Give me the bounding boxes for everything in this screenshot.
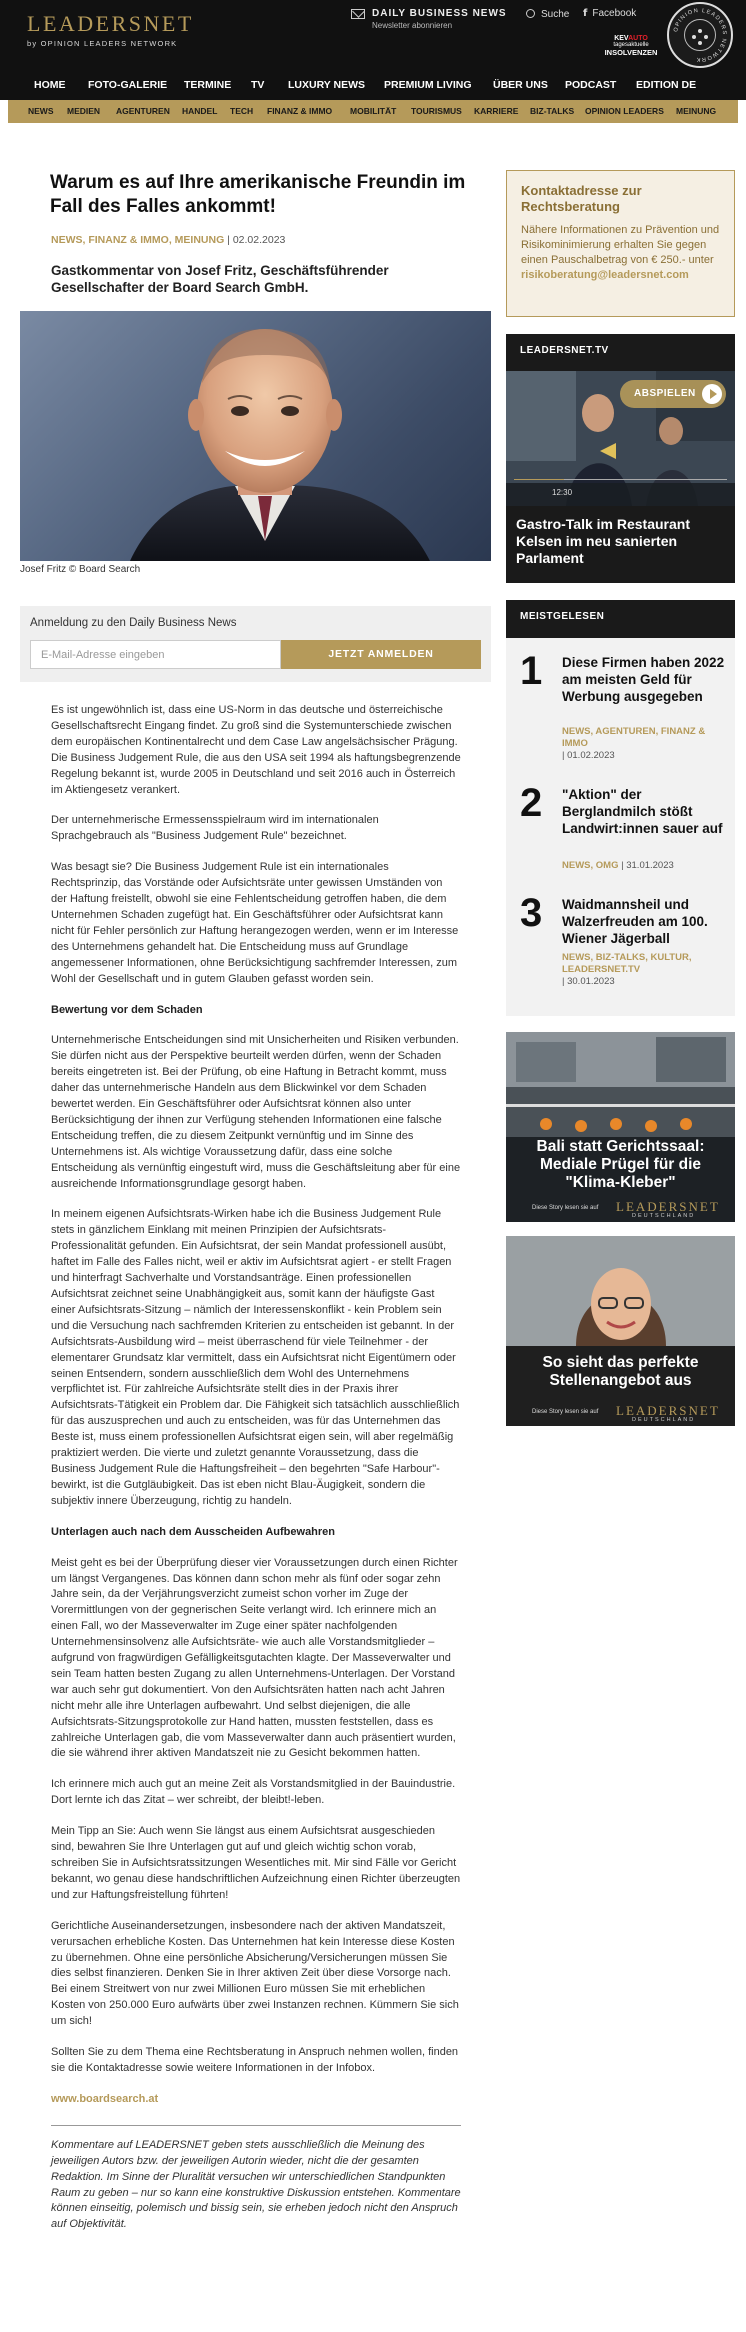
most-read-date: 31.01.2023	[626, 860, 674, 871]
woman-portrait-image	[506, 1236, 735, 1426]
street-protest-image	[506, 1032, 735, 1222]
most-read-title: Diese Firmen haben 2022 am meisten Geld für Werbung ausgegeben	[562, 655, 725, 704]
main-navigation	[0, 69, 746, 100]
leadersnet-tv-widget	[506, 334, 735, 583]
article-date: 02.02.2023	[232, 234, 286, 246]
facebook-icon: f	[583, 8, 588, 19]
most-read-date: 01.02.2023	[567, 750, 615, 761]
kev-subline: tagesaktuelle	[613, 42, 649, 48]
article-paragraph: Sollten Sie zu dem Thema eine Rechtsberatung in Anspruch nehmen wollen, finden sie die Kontaktadresse sowie weitere Informationen in der Infobox.	[51, 2046, 459, 2074]
site-logo[interactable]	[27, 12, 194, 48]
article-paragraph: Meist geht es bei der Überprüfung dieser vier Voraussetzungen durch einen Richter um längst Vergangenes. Das können dann schon mehr als fünf oder sogar zehn Jahre sein, da der Verjährungsverzicht zumeist schon vorher im Zuge der Vorermittlungen von der gegnerischen Seite verlangt wird. Ich erinnere mich an einen Fall, wo der Masseverwalter im Zuge einer später nachfolgenden Unternehmensinsolvenz alle Aufsichtsräte- wie auch alle Vorstandsmitglieder – aufgrund von fragwürdigen Gefälligkeitsgutachten klagte. Der Masseverwalter und sein Team hatten besten Zugang zu allen Unternehmens-Unterlagen. Der Vorstand war auch sehr gut dokumentiert. Von den Aufsichtsräten hatten nach acht Jahren nicht mehr alle ihre Unterlagen aufbewahrt. Und selbst diejenigen, die alle Aufsichtsrats-Sitzungsprotokolle zur Hand hatten, mussten feststellen, dass es zahlreiche Unterlagen gab, die vom Masseverwalter dann auch präsentiert wurden, die sie während ihrer aktiven Mandatszeit nie zu Gesicht bekommen hatten.	[51, 1556, 458, 1760]
subnav-biz-talks[interactable]: BIZ-TALKS	[530, 106, 575, 116]
kev-insolvency-badge[interactable]	[601, 35, 661, 56]
subnav-tech[interactable]: TECH	[230, 106, 254, 116]
nav-luxury-news[interactable]: LUXURY NEWS	[288, 79, 366, 91]
mail-icon	[351, 9, 365, 19]
subnav-opinion-leaders[interactable]: OPINION LEADERS	[585, 106, 664, 116]
nav-podcast[interactable]: PODCAST	[565, 79, 617, 91]
contact-email-link[interactable]: risikoberatung@leadersnet.com	[521, 269, 689, 281]
subnav-news[interactable]: NEWS	[28, 106, 54, 116]
contact-infobox-title: Kontaktadresse zur Rechtsberatung	[521, 183, 642, 214]
newsletter-title: DAILY BUSINESS NEWS	[372, 8, 507, 19]
kev-accent: AUTO	[628, 35, 648, 42]
most-read-categories: NEWS, BIZ-TALKS, KULTUR, LEADERSNET.TV	[562, 952, 692, 975]
promo-teaser-title: Bali statt Gerichtssaal: Mediale Prügel für die "Klima-Kleber"	[536, 1138, 705, 1191]
portrait-illustration	[20, 311, 491, 561]
subnav-mobilitaet[interactable]: MOBILITÄT	[350, 106, 397, 116]
article-paragraph: In meinem eigenen Aufsichtsrats-Wirken habe ich die Business Judgement Rule stets in gänzlichem Einklang mit meinen Prinzipien der Aufsichtsrats-Professionalität gefunden. Ein Aufsichtsrat, der sein Mandat professionell ausübt, haftet im Falle des Falles nicht, weil er aktiv im Aufsichtsrat agiert - er stellt Fragen und hinterfragt Sachverhalte und Vorstandsanträge. Einen professionellen Aufsichtsrat zeichnet seine Unabhängigkeit aus, somit kann der häufigste Gast einer Aufsichtsrats-Sitzung – nämlich der Interessenskonflikt - kein Problem sein und die Versuchung nach sachfremden Kriterien zu entscheiden ist gebannt. In der Aufsichtsrats-Ausbildung wird – meist überraschend für viele Teilnehmer - der elementarer Grundsatz klar vermittelt, dass ein Aufsichtsrat nicht Eigentümern oder seinen Entsendern, sondern ausschließlich dem Wohl des Unternehmens verpflichtet ist. Für zahlreiche Aufsichtsräte stellt dies in der Praxis ihrer Aufsichtsrats-Tätigkeit ein Problem dar. Die Fähigkeit sich tatsächlich ausschließlich für das auszusprechen und auch zu entscheiden, was für das Unternehmen das Beste ist, muss einem professionellen Aufsichtsrat eigen sein, will aber regelmäßig praktiziert werden. Die vierte und zuletzt genannte Voraussetzung, dass die Business Judgement Rule die Haftungsfreiheit – den begehrten "Safe Harbour"- bewirkt, ist die Gutgläubigkeit. Das ist eben nicht Blau-Äugigkeit, sondern die subjektiv innere Überzeugung, richtig zu handeln.	[51, 1208, 460, 1507]
nav-termine[interactable]: TERMINE	[184, 79, 232, 91]
article-subheading: Unterlagen auch nach dem Ausscheiden Aufbewahren	[51, 1525, 336, 1538]
subnav-agenturen[interactable]: AGENTUREN	[116, 106, 170, 116]
most-read-categories: NEWS, OMG	[562, 860, 619, 871]
subnav-medien[interactable]: MEDIEN	[67, 106, 101, 116]
article-categories[interactable]: NEWS, FINANZ & IMMO, MEINUNG	[51, 234, 225, 246]
promo-teaser-title: So sieht das perfekte Stellenangebot aus	[542, 1354, 699, 1389]
newsletter-email-input[interactable]	[30, 640, 281, 669]
tv-clock-text: 12:30	[552, 488, 573, 497]
most-read-widget: MEISTGELESEN 1 Diese Firmen haben 2022 am meisten Geld für Werbung ausgegeben NEWS, AGENTUREN, FINANZ & IMMO | 01.02.2023 2 "Aktion" der Berglandmilch stößt Landwirt:innen sauer auf NEWS, OMG | 31.01.2023 3 Waidmannsheil und Walzerfreuden am 100. Wiener Jägerball NEWS, BIZ-TALKS, KULTUR, LEADERSNET.TV | 30.01.2023	[506, 600, 735, 1016]
nav-ueber-uns[interactable]: ÜBER UNS	[493, 79, 548, 91]
promo-brand-logo: LEADERSNET	[616, 1199, 720, 1214]
promo-brand-country: DEUTSCHLAND	[632, 1213, 696, 1219]
search-button[interactable]	[526, 8, 569, 20]
kev-label: KEV	[614, 35, 629, 42]
facebook-link[interactable]	[583, 8, 636, 19]
facebook-label: Facebook	[592, 8, 637, 19]
tv-video-title[interactable]: Gastro-Talk im Restaurant Kelsen im neu sanierten Parlament	[516, 516, 691, 566]
opinion-leaders-network-seal	[667, 2, 733, 68]
search-label: Suche	[541, 9, 570, 20]
article-paragraph: Es ist ungewöhnlich ist, dass eine US-Norm in das deutsche und österreichische Gesellschaftsrecht Eingang findet. Zu groß sind die Systemunterschiede zwischen dem europäischen Kontinentalrecht und dem Case Law angelsächsischer Prägung. Die Business Judgement Rule, die aus den USA seit 1994 als haftungsbegrenzende Regelung bekannt ist, wurde 2005 in Deutschland und seit 2016 auch in Österreich im Aktiengesetz verankert.	[51, 704, 461, 796]
promo-brand-country: DEUTSCHLAND	[632, 1417, 696, 1423]
subnav-meinung[interactable]: MEINUNG	[676, 106, 717, 116]
play-icon	[702, 384, 722, 404]
nav-premium-living[interactable]: PREMIUM LIVING	[384, 79, 472, 91]
article-paragraph: Was besagt sie? Die Business Judgement Rule ist ein internationales Rechtsprinzip, das Vorstände oder Aufsichtsräte unter gewissen Umständen von der Haftung freistellt, obwohl sie eine Fehlentscheidung getroffen haben, die dem Unternehmen Schaden zugefügt hat. Ein Geschäftsführer oder Aufsichtsrat kann nicht für Fehler persönlich zur Haftung herangezogen werden, wenn er im Interesse des Unternehmens gehandelt hat. Die Entscheidung muss auf Grundlage angemessener Informationen, ohne Berücksichtigung sachfremder Interessen, zum Wohl der Gesellschaft und in gutem Glauben gefasst worden sein.	[51, 861, 459, 985]
contact-infobox	[506, 170, 735, 317]
article-subheading: Bewertung vor dem Schaden	[51, 1003, 203, 1016]
most-read-categories: NEWS, AGENTUREN, FINANZ & IMMO	[562, 726, 706, 749]
image-caption: Josef Fritz © Board Search	[20, 564, 141, 575]
most-read-rank: 2	[520, 781, 543, 825]
nav-edition-de[interactable]: EDITION DE	[636, 79, 697, 91]
svg-text:OPINION LEADERS NETWORK: OPINION LEADERS NETWORK	[673, 7, 728, 63]
nav-tv[interactable]: TV	[251, 79, 265, 91]
top-header	[0, 0, 746, 69]
article-paragraph: Der unternehmerische Ermessensspielraum wird im internationalen Sprachgebrauch als "Business Judgement Rule" bezeichnet.	[51, 814, 379, 843]
search-icon	[526, 9, 535, 18]
promo-teaser-klima-kleber[interactable]	[506, 1032, 735, 1222]
article-portrait-photo	[20, 311, 491, 561]
logo-wordmark: LEADERSNET	[27, 11, 194, 36]
newsletter-submit-button[interactable]: JETZT ANMELDEN	[281, 640, 481, 669]
newsletter-signup-box	[20, 606, 491, 682]
newsletter-subtitle: Newsletter abonnieren	[372, 21, 453, 30]
subnav-handel[interactable]: HANDEL	[182, 106, 218, 116]
most-read-title: "Aktion" der Berglandmilch stößt Landwirt:innen sauer auf	[562, 787, 723, 836]
logo-tagline: by OPINION LEADERS NETWORK	[27, 39, 178, 48]
nav-home[interactable]: HOME	[34, 79, 66, 91]
divider	[51, 2125, 461, 2126]
article-paragraph: Gerichtliche Auseinandersetzungen, insbesondere nach der aktiven Mandatszeit, verursachen erhebliche Kosten. Das Unternehmen hat kein Interesse diese Kosten zu übernehmen. Ohne eine persönliche Absicherung/Versicherungen müssen Sie dies selbst finanzieren. Denken Sie in Ihrer aktiven Zeit über diese Vorsorge nach. Bei einem Streitwert von nur zwei Millionen Euro müssen Sie mit erheblichen Kosten von 250.000 Euro aufwärts über zwei Instanzen rechnen. Kümmern Sie sich um sich!	[51, 1919, 459, 2028]
tv-play-label: ABSPIELEN	[634, 388, 696, 399]
tv-video-thumbnail[interactable]	[506, 371, 735, 506]
article-paragraph: Ich erinnere mich auch gut an meine Zeit als Vorstandsmitglied in der Bauindustrie. Dort lernte ich das Zitat – wer schreibt, der bleibt!-leben.	[51, 1778, 456, 1807]
article-paragraph: Mein Tipp an Sie: Auch wenn Sie längst aus einem Aufsichtsrat ausgeschieden sind, bewahren Sie Ihre Unterlagen gut auf und gleich wichtig schon vorab, schreiben Sie in Aufsichtsratssitzungen Wesentliches mit. Mir sind Fälle vor Gericht bekannt, wo genau diese handschriftlichen Aufzeichnung einen Richter überzeugten und zur Haftungsfreistellung führten!	[51, 1825, 461, 1901]
subnav-finanz-immo[interactable]: FINANZ & IMMO	[267, 106, 333, 116]
most-read-date: 30.01.2023	[567, 976, 615, 987]
article-paragraph: Unternehmerische Entscheidungen sind mit Unsicherheiten und Risiken verbunden. Sie dürfen nicht aus der Perspektive beurteilt werden dürfen, wenn der Schaden bereits eingetreten ist. Bei der Prüfung, ob eine Haftung in Betracht kommt, muss daher das unternehmerische Handeln aus dem Blickwinkel vor dem Schaden bewertet werden. Ein Geschäftsführer oder Aufsichtsrat können also unter Berücksichtigung der ihnen zur Verfügung stehenden Informationen eine falsche Entscheidung treffen, die zu diesem Zeitpunkt vernünftig und im Sinne des Unternehmens ist. Als wichtige Voraussetzung dafür, dass eine solche Entscheidung als vernünftig eingestuft wird, muss die Geschäftsleitung aber für eine ausreichende Informationsgrundlage gesorgt haben.	[51, 1034, 461, 1190]
category-navigation	[8, 100, 738, 123]
article-meta: NEWS, FINANZ & IMMO, MEINUNG | 02.02.2023	[51, 234, 286, 246]
promo-read-label: Diese Story lesen sie auf	[532, 1409, 599, 1415]
subnav-karriere[interactable]: KARRIERE	[474, 106, 519, 116]
article-body	[51, 703, 461, 2248]
contact-infobox-text: Nähere Informationen zu Prävention und Risikominimierung erhalten Sie gegen einen Pauschalbetrag von € 250.- unter	[521, 224, 720, 266]
boardsearch-link[interactable]: www.boardsearch.at	[51, 2092, 159, 2105]
tv-widget-heading: LEADERSNET.TV	[520, 345, 609, 356]
article-lead: Gastkommentar von Josef Fritz, Geschäftsführender Gesellschafter der Board Search GmbH.	[51, 263, 389, 295]
promo-brand-logo: LEADERSNET	[616, 1403, 720, 1418]
newsletter-signup-label: Anmeldung zu den Daily Business News	[30, 617, 237, 629]
most-read-title: Waidmannsheil und Walzerfreuden am 100. Wiener Jägerball	[562, 897, 708, 946]
most-read-rank: 3	[520, 891, 543, 935]
nav-foto-galerie[interactable]: FOTO-GALERIE	[88, 79, 168, 91]
tv-play-button[interactable]	[620, 380, 726, 408]
article-title: Warum es auf Ihre amerikanische Freundin im Fall des Falles ankommt!	[50, 172, 466, 217]
opinion-disclaimer: Kommentare auf LEADERSNET geben stets ausschließlich die Meinung des jeweiligen Autors bzw. der jeweiligen Autorin wieder, nicht die der gesamten Redaktion. Im Sinne der Pluralität versuchen wir unterschiedlichen Standpunkten Raum zu geben – nur so kann eine konstruktive Diskussion entstehen. Kommentare können einseitig, polemisch und bissig sein, sie erheben jedoch nicht den Anspruch auf Objektivität.	[51, 2138, 461, 2231]
newsletter-subscribe-link[interactable]	[351, 8, 507, 30]
promo-teaser-stellenangebot[interactable]	[506, 1236, 735, 1426]
promo-read-label: Diese Story lesen sie auf	[532, 1205, 599, 1211]
most-read-heading: MEISTGELESEN	[520, 611, 605, 622]
most-read-rank: 1	[520, 649, 543, 693]
kev-insolvency-label: INSOLVENZEN	[604, 48, 658, 57]
subnav-tourismus[interactable]: TOURISMUS	[411, 106, 462, 116]
